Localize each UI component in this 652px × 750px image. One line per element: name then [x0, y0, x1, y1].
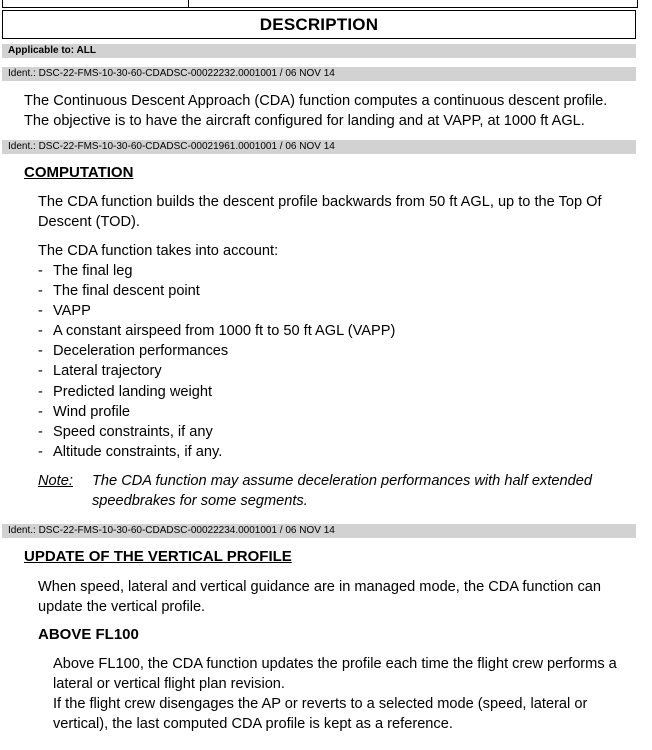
table-divider [188, 0, 189, 7]
above-fl100-paragraph-2: If the flight crew disengages the AP or reverts to a selected mode (speed, lateral or vertical), the last computed CDA profile is kept as a reference. [53, 696, 588, 732]
intro-paragraph: The Continuous Descent Approach (CDA) function computes a continuous descent profile. The objective is to have the aircraft configured for landing and at VAPP, at 1000 ft AGL. [24, 93, 608, 129]
list-item: - Altitude constraints, if any. [38, 442, 638, 462]
ident-bar [2, 524, 636, 538]
ident-text: Ident.: DSC-22-FMS-10-30-60-CDADSC-00022232.0001001 / 06 NOV 14 [8, 68, 335, 79]
list-item: - Wind profile [38, 402, 638, 422]
list-item: - Deceleration performances [38, 341, 638, 361]
note-label: Note: [38, 473, 73, 489]
ident-bar [2, 140, 636, 154]
ident-text: Ident.: DSC-22-FMS-10-30-60-CDADSC-00022234.0001001 / 06 NOV 14 [8, 525, 335, 536]
update-heading: UPDATE OF THE VERTICAL PROFILE [24, 548, 292, 565]
above-fl100-heading: ABOVE FL100 [38, 626, 139, 643]
list-item: - The final leg [38, 261, 638, 281]
ident-bar [2, 67, 636, 81]
section-title-box [2, 10, 636, 39]
list-item: - Speed constraints, if any [38, 422, 638, 442]
top-table-border [2, 0, 638, 8]
applicability-bar [2, 44, 636, 58]
update-paragraph: When speed, lateral and vertical guidance are in managed mode, the CDA function can update the vertical profile. [38, 579, 602, 615]
list-item: - Predicted landing weight [38, 382, 638, 402]
computation-intro-list: The CDA function takes into account: [38, 243, 279, 259]
list-item: - The final descent point [38, 281, 638, 301]
list-item: - VAPP [38, 301, 638, 321]
section-title: DESCRIPTION [259, 14, 379, 34]
list-item: - A constant airspeed from 1000 ft to 50 ft AGL (VAPP) [38, 321, 638, 341]
above-fl100-paragraph-1: Above FL100, the CDA function updates the profile each time the flight crew performs a lateral or vertical flight plan revision. [53, 656, 617, 692]
list-item: - Lateral trajectory [38, 361, 638, 381]
computation-factor-list [38, 261, 638, 462]
computation-heading: COMPUTATION [24, 164, 134, 181]
computation-paragraph: The CDA function builds the descent profile backwards from 50 ft AGL, up to the Top Of Descent (TOD). [38, 194, 602, 230]
applicability-label: Applicable to: ALL [8, 45, 96, 56]
ident-text: Ident.: DSC-22-FMS-10-30-60-CDADSC-00021961.0001001 / 06 NOV 14 [8, 141, 335, 152]
note-text: The CDA function may assume deceleration performances with half extended speedbrakes for some segments. [92, 473, 592, 509]
